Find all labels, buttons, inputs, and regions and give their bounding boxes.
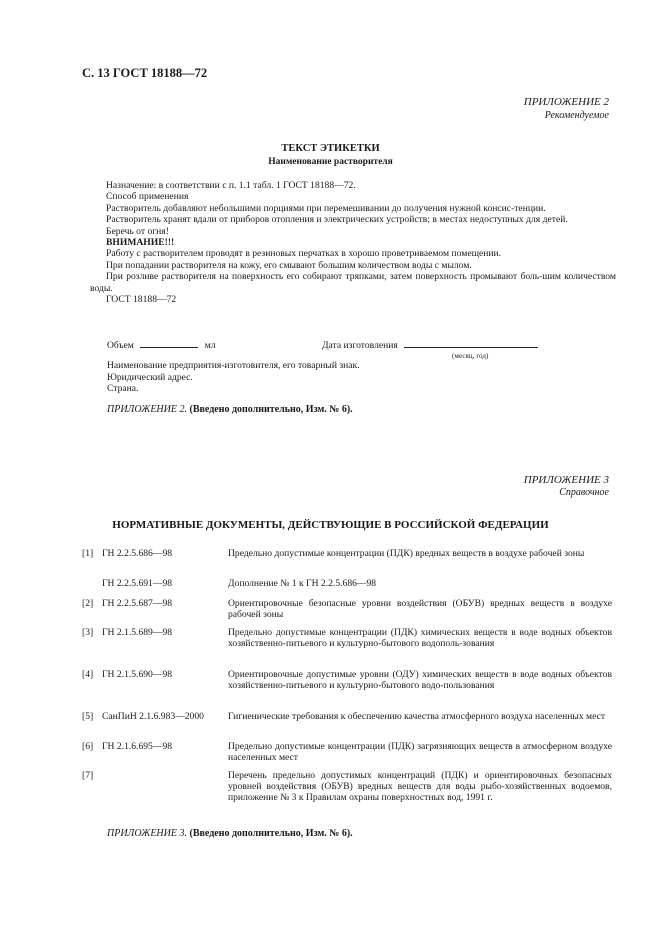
ref-number: [4] xyxy=(82,669,94,680)
ref-description: Предельно допустимые концентрации (ПДК) химических веществ в воде водных объектов хозяйственно-питьевого и культурно-бытового водополь-зования xyxy=(228,627,612,650)
date-label: Дата изготовления xyxy=(322,340,398,351)
label-line: Способ применения xyxy=(106,191,189,203)
label-line: Растворитель хранят вдали от приборов отопления и электрических устройств; в местах недоступных для детей. xyxy=(106,214,568,226)
volume-label: Объем xyxy=(107,340,134,351)
volume-row xyxy=(107,340,216,351)
page-header: С. 13 ГОСТ 18188—72 xyxy=(82,66,208,80)
ref-number: [3] xyxy=(82,627,94,638)
solvent-name-heading: Наименование растворителя xyxy=(268,157,393,167)
appendix3-title: ПРИЛОЖЕНИЕ 3 xyxy=(523,474,609,486)
ref-description: Предельно допустимые концентрации (ПДК) вредных веществ в воздухе рабочей зоны xyxy=(228,548,585,559)
label-line: Работу с растворителем проводят в резиновых перчатках в хорошо проветриваемом помещении. xyxy=(106,248,502,260)
volume-unit: мл xyxy=(204,340,216,351)
ref-code: ГН 2.1.5.690—98 xyxy=(102,669,173,680)
ref-number: [2] xyxy=(82,598,94,609)
ref-code: ГН 2.2.5.691—98 xyxy=(102,578,173,589)
appendix3-note-text: (Введено дополнительно, Изм. № 6). xyxy=(189,828,353,839)
ref-number: [6] xyxy=(82,741,94,752)
ref-number: [7] xyxy=(82,770,94,781)
country-line: Страна. xyxy=(107,383,139,395)
appendix2-note xyxy=(107,404,353,415)
appendix2-note-title: ПРИЛОЖЕНИЕ 2. xyxy=(107,404,187,415)
ref-number: [1] xyxy=(82,548,94,559)
ref-code: ГН 2.2.5.687—98 xyxy=(102,598,173,609)
date-blank xyxy=(404,346,538,348)
ref-code: ГН 2.2.5.686—98 xyxy=(102,548,173,559)
manufacturer-block xyxy=(107,360,360,395)
date-row xyxy=(322,340,538,351)
label-line: Назначение: в соответствии с п. 1.1 табл. 1 ГОСТ 18188—72. xyxy=(106,180,356,191)
appendix3-note xyxy=(107,828,353,839)
ref-code: ГН 2.1.5.689—98 xyxy=(102,627,173,638)
manufacturer-line: Наименование предприятия-изготовителя, его товарный знак. xyxy=(107,360,360,371)
label-text-block xyxy=(90,180,616,305)
ref-description: Дополнение № 1 к ГН 2.2.5.686—98 xyxy=(228,578,377,589)
volume-blank xyxy=(140,346,198,348)
normative-docs-heading: НОРМАТИВНЫЕ ДОКУМЕНТЫ, ДЕЙСТВУЮЩИЕ В РОССИЙСКОЙ ФЕДЕРАЦИИ xyxy=(112,519,549,531)
ref-number: [5] xyxy=(82,711,94,722)
ref-description: Ориентировочные безопасные уровни воздействия (ОБУВ) вредных веществ в воздухе рабочей зоны xyxy=(228,598,612,621)
ref-code: СанПиН 2.1.6.983—2000 xyxy=(102,711,204,722)
ref-description: Ориентировочные допустимые уровни (ОДУ) химических веществ в воде водных объектов хозяйственно-питьевого и культурно-бытового водо-пользования xyxy=(228,669,612,692)
standard-ref: ГОСТ 18188—72 xyxy=(106,294,177,306)
label-line: Растворитель добавляют небольшими порциями при перемешивании до получения нужной консис-тенции. xyxy=(106,202,546,214)
ref-description: Перечень предельно допустимых концентраций (ПДК) и ориентировочных безопасных уровней воздействия (ОБУВ) вредных веществ для воды рыбо-хозяйственных водоемов, приложение № 3 к Правилам охраны поверхностных вод, 1991 г. xyxy=(228,770,612,804)
date-hint: (месяц, год) xyxy=(452,352,489,360)
appendix3-note-title: ПРИЛОЖЕНИЕ 3. xyxy=(107,828,187,839)
appendix2-subtitle: Рекомендуемое xyxy=(544,110,609,121)
ref-description: Гигиенические требования к обеспечению качества атмосферного воздуха населенных мест xyxy=(228,711,606,722)
appendix2-title: ПРИЛОЖЕНИЕ 2 xyxy=(523,96,609,108)
label-line: При розливе растворителя на поверхность его собирают тряпками, затем поверхность промывают боль-шим количеством воды. xyxy=(90,271,616,294)
appendix2-note-text: (Введено дополнительно, Изм. № 6). xyxy=(189,404,353,415)
label-text-heading: ТЕКСТ ЭТИКЕТКИ xyxy=(281,143,380,154)
address-line: Юридический адрес. xyxy=(107,371,193,383)
ref-description: Предельно допустимые концентрации (ПДК) загрязняющих веществ в атмосферном воздухе населенных мест xyxy=(228,741,612,764)
label-line: Беречь от огня! xyxy=(106,225,169,237)
ref-code: ГН 2.1.6.695—98 xyxy=(102,741,173,752)
appendix3-subtitle: Справочное xyxy=(559,487,609,498)
label-line: При попадании растворителя на кожу, его смывают большим количеством воды с мылом. xyxy=(106,259,472,271)
warning-label: ВНИМАНИЕ!!! xyxy=(106,237,175,249)
